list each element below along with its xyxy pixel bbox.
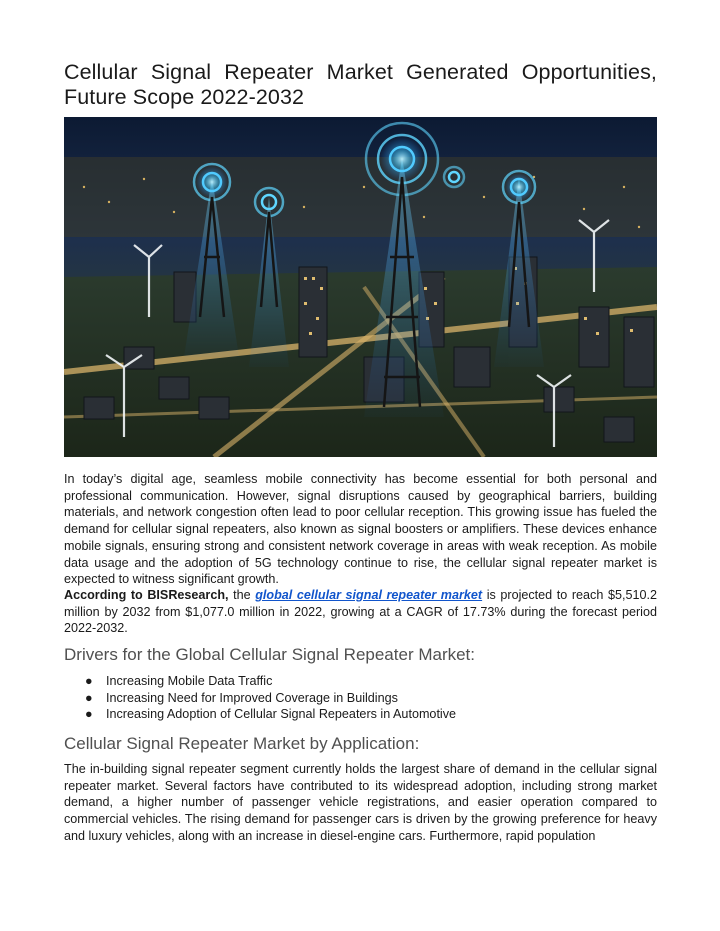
list-item [64, 690, 657, 707]
drivers-heading: Drivers for the Global Cellular Signal Repeater Market: [64, 645, 476, 664]
bullet-icon: ● [85, 690, 93, 705]
intro-paragraph: In today’s digital age, seamless mobile connectivity has become essential for both personal and professional communication. However, signal disruptions caused by geographical barriers, building materials, and network congestion often lead to poor cellular reception. This growing issue has fueled the demand for cellular signal repeaters, also known as signal boosters or amplifiers. These devices enhance mobile signals, ensuring strong and consistent network coverage in areas with weak reception. As mobile data usage and the adoption of 5G technology continue to rise, the cellular signal repeater market is expected to witness significant growth. [64, 472, 657, 587]
application-paragraph: The in-building signal repeater segment currently holds the largest share of demand in the cellular signal repeater market. Several factors have contributed to its widespread adoption, including strong market demand, a higher number of passenger vehicle registrations, and easier operation compared to commercial vehicles. The rising demand for passenger cars is driven by the growing preference for heavy and luxury vehicles, along with an increase in diesel-engine cars. Furthermore, rapid population [64, 762, 657, 843]
source-label: According to BISResearch, [64, 588, 229, 602]
market-report-link[interactable]: global cellular signal repeater market [255, 588, 483, 602]
bullet-icon: ● [85, 707, 93, 722]
page-title: Cellular Signal Repeater Market Generated Opportunities, Future Scope 2022-2032 [64, 60, 657, 109]
market-text-after: is projected to reach $5,510.2 million by 2032 from $1,077.0 million in 2022, growing at a CAGR of 17.73% during the forecast period 2022-2032. [64, 588, 657, 636]
drivers-list [64, 673, 657, 723]
market-paragraph [64, 587, 657, 637]
driver-label: Increasing Need for Improved Coverage in Buildings [106, 690, 398, 705]
application-heading: Cellular Signal Repeater Market by Application: [64, 734, 420, 753]
driver-label: Increasing Mobile Data Traffic [106, 674, 273, 688]
bullet-icon: ● [85, 674, 93, 688]
list-item [64, 706, 657, 723]
list-item [64, 673, 657, 690]
driver-label: Increasing Adoption of Cellular Signal Repeaters in Automotive [106, 707, 457, 722]
market-text-before: the [228, 588, 256, 602]
cell-tower-city-illustration [64, 117, 657, 457]
